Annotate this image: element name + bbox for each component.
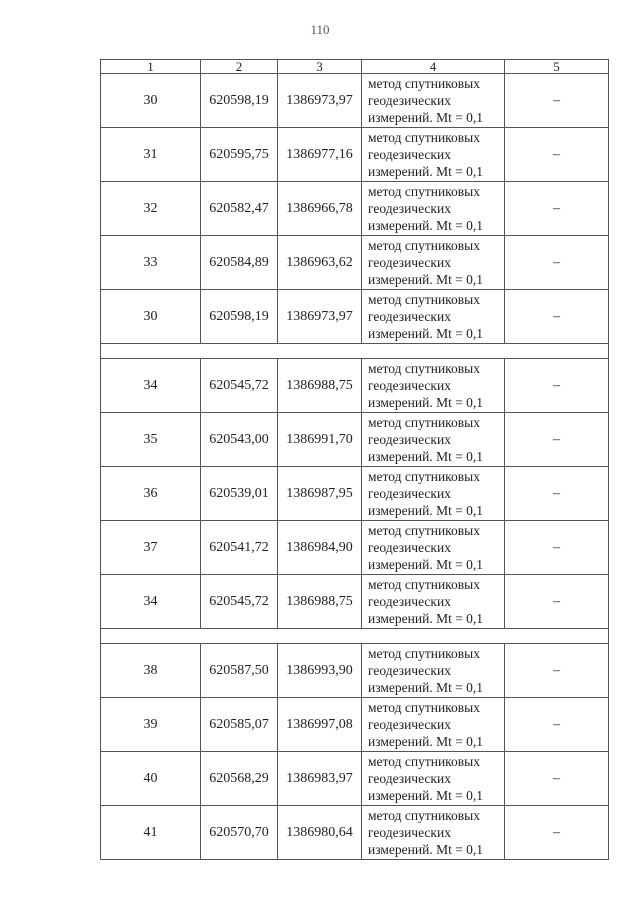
method-line: метод спутниковых	[368, 238, 480, 253]
y-coordinate-cell: 1386997,08	[278, 698, 362, 752]
y-coordinate-cell: 1386991,70	[278, 413, 362, 467]
method-line: геодезических	[368, 255, 451, 270]
y-coordinate-cell: 1386993,90	[278, 644, 362, 698]
point-number-cell: 31	[101, 128, 201, 182]
y-coordinate-cell: 1386987,95	[278, 467, 362, 521]
x-coordinate-cell: 620595,75	[201, 128, 278, 182]
x-coordinate-cell: 620582,47	[201, 182, 278, 236]
method-line: измерений. Mt = 0,1	[368, 326, 484, 341]
point-number-cell: 40	[101, 752, 201, 806]
point-number-cell: 30	[101, 290, 201, 344]
method-cell	[362, 644, 505, 698]
note-cell: –	[505, 290, 609, 344]
method-line: метод спутниковых	[368, 184, 480, 199]
method-cell	[362, 359, 505, 413]
method-line: измерений. Mt = 0,1	[368, 842, 484, 857]
x-coordinate-cell: 620584,89	[201, 236, 278, 290]
column-header-4: 4	[362, 60, 505, 74]
point-number-cell: 36	[101, 467, 201, 521]
method-cell	[362, 74, 505, 128]
table-row	[101, 290, 609, 344]
table-row	[101, 182, 609, 236]
page-number: 110	[310, 22, 330, 37]
x-coordinate-cell: 620545,72	[201, 359, 278, 413]
note-cell: –	[505, 74, 609, 128]
method-line: геодезических	[368, 825, 451, 840]
y-coordinate-cell: 1386980,64	[278, 806, 362, 860]
table-row	[101, 806, 609, 860]
method-line: геодезических	[368, 309, 451, 324]
method-cell	[362, 752, 505, 806]
method-line: геодезических	[368, 378, 451, 393]
method-line: метод спутниковых	[368, 361, 480, 376]
note-cell: –	[505, 806, 609, 860]
point-number-cell: 32	[101, 182, 201, 236]
x-coordinate-cell: 620539,01	[201, 467, 278, 521]
x-coordinate-cell: 620587,50	[201, 644, 278, 698]
separator-cell	[101, 629, 609, 644]
method-line: геодезических	[368, 771, 451, 786]
y-coordinate-cell: 1386988,75	[278, 575, 362, 629]
table-separator-row	[101, 344, 609, 359]
method-cell	[362, 236, 505, 290]
method-line: измерений. Mt = 0,1	[368, 449, 484, 464]
table-row	[101, 236, 609, 290]
header-row	[101, 60, 609, 74]
table-body	[101, 74, 609, 860]
note-cell: –	[505, 752, 609, 806]
method-line: метод спутниковых	[368, 646, 480, 661]
note-cell: –	[505, 182, 609, 236]
table-separator-row	[101, 629, 609, 644]
x-coordinate-cell: 620568,29	[201, 752, 278, 806]
method-line: метод спутниковых	[368, 130, 480, 145]
note-cell: –	[505, 236, 609, 290]
method-line: метод спутниковых	[368, 700, 480, 715]
column-header-2: 2	[201, 60, 278, 74]
y-coordinate-cell: 1386966,78	[278, 182, 362, 236]
table-row	[101, 467, 609, 521]
method-line: геодезических	[368, 663, 451, 678]
x-coordinate-cell: 620545,72	[201, 575, 278, 629]
x-coordinate-cell: 620598,19	[201, 74, 278, 128]
y-coordinate-cell: 1386973,97	[278, 290, 362, 344]
method-line: геодезических	[368, 717, 451, 732]
method-line: метод спутниковых	[368, 292, 480, 307]
x-coordinate-cell: 620598,19	[201, 290, 278, 344]
method-line: измерений. Mt = 0,1	[368, 734, 484, 749]
y-coordinate-cell: 1386977,16	[278, 128, 362, 182]
method-line: измерений. Mt = 0,1	[368, 272, 484, 287]
table-row	[101, 413, 609, 467]
method-line: метод спутниковых	[368, 754, 480, 769]
method-line: геодезических	[368, 486, 451, 501]
method-cell	[362, 413, 505, 467]
point-number-cell: 35	[101, 413, 201, 467]
y-coordinate-cell: 1386988,75	[278, 359, 362, 413]
point-number-cell: 37	[101, 521, 201, 575]
method-cell	[362, 698, 505, 752]
x-coordinate-cell: 620541,72	[201, 521, 278, 575]
table-row	[101, 752, 609, 806]
note-cell: –	[505, 128, 609, 182]
method-line: измерений. Mt = 0,1	[368, 557, 484, 572]
y-coordinate-cell: 1386963,62	[278, 236, 362, 290]
note-cell: –	[505, 644, 609, 698]
point-number-cell: 34	[101, 359, 201, 413]
method-line: метод спутниковых	[368, 415, 480, 430]
note-cell: –	[505, 413, 609, 467]
method-line: измерений. Mt = 0,1	[368, 395, 484, 410]
method-line: измерений. Mt = 0,1	[368, 503, 484, 518]
method-line: геодезических	[368, 147, 451, 162]
column-header-1: 1	[101, 60, 201, 74]
method-line: измерений. Mt = 0,1	[368, 680, 484, 695]
method-line: метод спутниковых	[368, 469, 480, 484]
method-line: геодезических	[368, 594, 451, 609]
method-line: измерений. Mt = 0,1	[368, 611, 484, 626]
method-line: метод спутниковых	[368, 76, 480, 91]
point-number-cell: 41	[101, 806, 201, 860]
method-line: геодезических	[368, 93, 451, 108]
note-cell: –	[505, 698, 609, 752]
table-row	[101, 521, 609, 575]
method-line: геодезических	[368, 432, 451, 447]
table-row	[101, 698, 609, 752]
table-row	[101, 359, 609, 413]
method-cell	[362, 290, 505, 344]
method-line: метод спутниковых	[368, 577, 480, 592]
method-cell	[362, 467, 505, 521]
column-header-5: 5	[505, 60, 609, 74]
y-coordinate-cell: 1386984,90	[278, 521, 362, 575]
point-number-cell: 34	[101, 575, 201, 629]
point-number-cell: 33	[101, 236, 201, 290]
x-coordinate-cell: 620585,07	[201, 698, 278, 752]
table-row	[101, 575, 609, 629]
note-cell: –	[505, 575, 609, 629]
column-header-3: 3	[278, 60, 362, 74]
separator-cell	[101, 344, 609, 359]
note-cell: –	[505, 521, 609, 575]
method-cell	[362, 575, 505, 629]
table-row	[101, 74, 609, 128]
x-coordinate-cell: 620570,70	[201, 806, 278, 860]
note-cell: –	[505, 467, 609, 521]
y-coordinate-cell: 1386983,97	[278, 752, 362, 806]
method-line: измерений. Mt = 0,1	[368, 218, 484, 233]
table-row	[101, 644, 609, 698]
point-number-cell: 38	[101, 644, 201, 698]
method-cell	[362, 128, 505, 182]
table-row	[101, 128, 609, 182]
method-line: измерений. Mt = 0,1	[368, 788, 484, 803]
x-coordinate-cell: 620543,00	[201, 413, 278, 467]
method-line: измерений. Mt = 0,1	[368, 164, 484, 179]
y-coordinate-cell: 1386973,97	[278, 74, 362, 128]
point-number-cell: 30	[101, 74, 201, 128]
method-cell	[362, 182, 505, 236]
method-line: геодезических	[368, 201, 451, 216]
point-number-cell: 39	[101, 698, 201, 752]
method-line: геодезических	[368, 540, 451, 555]
method-line: измерений. Mt = 0,1	[368, 110, 484, 125]
method-cell	[362, 521, 505, 575]
method-cell	[362, 806, 505, 860]
note-cell: –	[505, 359, 609, 413]
coordinates-table	[100, 59, 609, 860]
method-line: метод спутниковых	[368, 808, 480, 823]
method-line: метод спутниковых	[368, 523, 480, 538]
